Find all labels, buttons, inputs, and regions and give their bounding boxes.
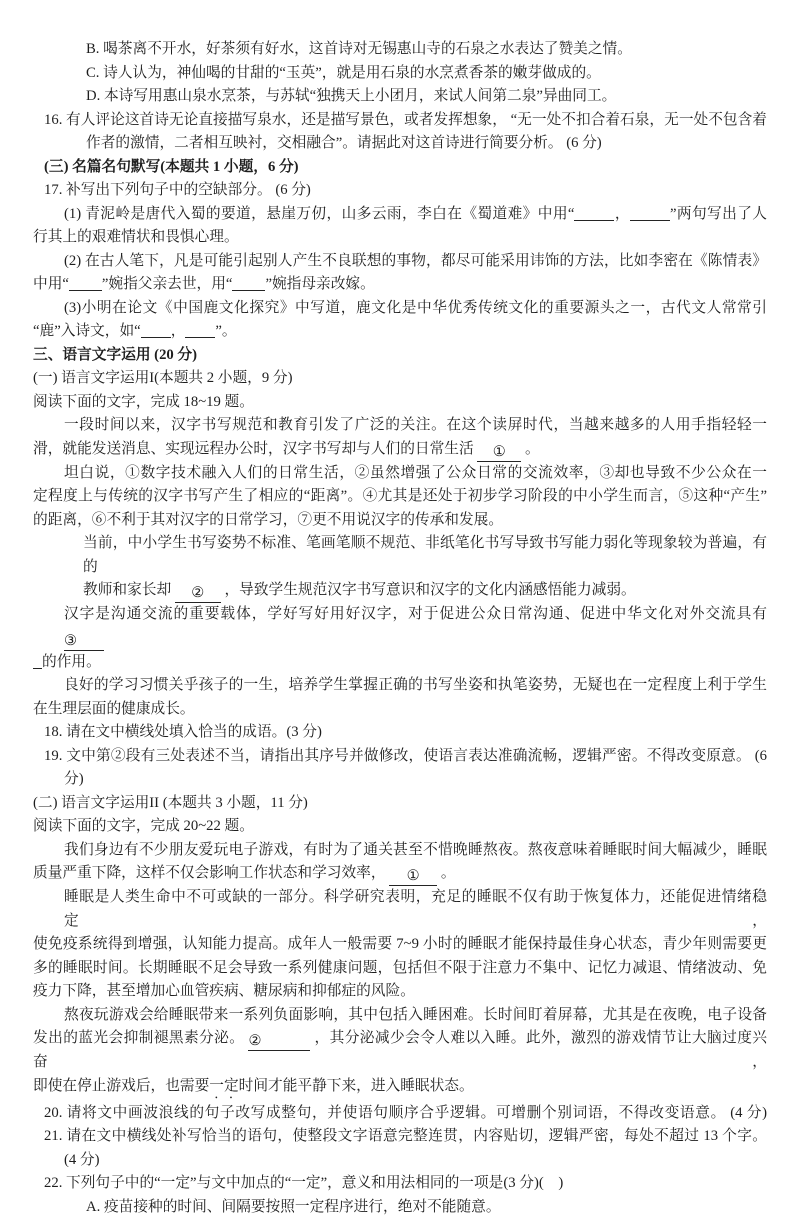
text-run: 即使在停止游戏后，也需要 <box>33 1078 209 1094</box>
text-run: 的作用。 <box>42 654 101 670</box>
text-line <box>33 815 767 839</box>
text-run: (4 分) <box>64 1152 100 1168</box>
text-line <box>33 1196 767 1219</box>
text-line <box>33 651 767 675</box>
text-run: 疫力下降，甚至增加心血管疾病、糖尿病和抑郁症的风险。 <box>33 983 415 999</box>
text-line <box>33 62 767 86</box>
text-run: 三、语言文字运用 (20 分) <box>33 347 197 363</box>
blank-underline <box>232 274 265 291</box>
text-run: 阅读下面的文字，完成 18~19 题。 <box>33 394 254 410</box>
text-run: 阅读下面的文字，完成 20~22 题。 <box>33 818 254 834</box>
text-line <box>33 438 767 462</box>
text-line <box>33 367 767 391</box>
text-line <box>33 745 767 769</box>
text-run: 19. 文中第②段有三处表述不当，请指出其序号并做修改，使语言表达准确流畅，逻辑严密。不得改变原意。 (6 <box>44 748 767 764</box>
text-run: 时间才能平静下来，进入睡眠状态。 <box>239 1078 474 1094</box>
blank-underline <box>33 652 42 669</box>
text-line <box>33 1004 767 1028</box>
blank-underline <box>69 274 102 291</box>
text-line <box>33 579 767 603</box>
text-run: 睡眠是人类生命中不可或缺的一部分。科学研究表明，充足的睡眠不仅有助于恢复体力，还能促进情绪稳定， <box>64 889 767 929</box>
text-run: ”婉指父亲去世，用“ <box>102 276 233 292</box>
text-run: 21. 请在文中横线处补写恰当的语句，使整段文字语意完整连贯，内容贴切，逻辑严密，每处不超过 13 个字。 <box>44 1128 767 1144</box>
blank-underline <box>141 321 171 338</box>
blank-underline: ① <box>477 445 521 462</box>
text-run: ”两句写出了人 <box>670 206 767 222</box>
blank-underline: ② <box>248 1034 310 1051</box>
text-line <box>33 886 767 933</box>
text-run: 质量严重下降，这样不仅会影响工作状态和学习效率， <box>33 865 389 881</box>
text-line <box>33 1102 767 1126</box>
text-run: (三) 名篇名句默写(本题共 1 小题，6 分) <box>44 159 299 175</box>
text-run: 我们身边有不少朋友爱玩电子游戏，有时为了通关甚至不惜晚睡熬夜。熬夜意味着睡眠时间大幅减少，睡眠 <box>64 842 767 858</box>
text-line <box>33 839 767 863</box>
text-line <box>33 38 767 62</box>
blank-underline: ① <box>389 869 437 886</box>
blank-underline <box>630 204 670 221</box>
text-run: ”。 <box>215 323 236 339</box>
text-line <box>33 485 767 509</box>
text-line <box>33 698 767 722</box>
text-run: (二) 语言文字运用II (本题共 3 小题，11 分) <box>33 795 308 811</box>
text-run: ， <box>171 323 186 339</box>
text-line <box>33 1075 767 1102</box>
text-line <box>33 1149 767 1173</box>
blank-underline: ② <box>175 586 221 603</box>
text-line <box>33 250 767 274</box>
text-run: 滑，就能发送消息、实现远程办公时，汉字书写却与人们的日常生活 <box>33 441 477 457</box>
text-run: 20. 请将文中画波浪线的句子改写成整句，并使语句顺序合乎逻辑。可增删个别词语，不得改变语意。 (4 分) <box>44 1105 767 1121</box>
text-run: 教师和家长却 <box>83 582 175 598</box>
text-run: 汉字是沟通交流的重要载体，学好写好用好汉字，对于促进公众日常沟通、促进中华文化对外交流具有 <box>64 606 767 622</box>
text-line <box>33 179 767 203</box>
exam-text-body <box>33 38 767 1219</box>
text-run: 18. 请在文中横线处填入恰当的成语。(3 分) <box>44 724 322 740</box>
text-line <box>33 1172 767 1196</box>
text-run: 分) <box>64 771 84 787</box>
text-line <box>33 320 767 344</box>
text-line <box>33 792 767 816</box>
text-run: 熬夜玩游戏会给睡眠带来一系列负面影响，其中包括入睡困难。长时间盯着屏幕，尤其是在夜晚，电子设备 <box>64 1007 767 1023</box>
text-line <box>33 674 767 698</box>
blank-underline <box>185 321 215 338</box>
text-run: 。 <box>521 441 539 457</box>
text-line <box>33 203 767 227</box>
text-run: (1) 青泥岭是唐代入蜀的要道，悬崖万仞，山多云雨，李白在《蜀道难》中用“ <box>64 206 574 222</box>
text-run: 定程度上与传统的汉字书写产生了相应的“距离”。④尤其是还处于初步学习阶段的中小学生而言，⑤这种“产生” <box>33 488 767 504</box>
text-run: 中用“ <box>33 276 69 292</box>
text-run: 使免疫系统得到增强，认知能力提高。成年人一般需要 7~9 小时的睡眠才能保持最佳身心状态，青少年则需要更 <box>33 936 767 952</box>
text-line <box>33 109 767 133</box>
text-run: 16. 有人评论这首诗无论直接描写泉水，还是描写景色，或者发挥想象， “无一处不扣合着石泉，无一处不包含着 <box>44 112 767 128</box>
text-line <box>33 85 767 109</box>
text-line <box>33 957 767 981</box>
text-line <box>33 768 767 792</box>
text-run: 17. 补写出下列句子中的空缺部分。 (6 分) <box>44 182 311 198</box>
blank-underline <box>574 204 614 221</box>
text-run: 多的睡眠时间。长期睡眠不足会导致一系列健康问题，包括但不限于注意力不集中、记忆力减退、情绪波动、免 <box>33 960 767 976</box>
text-run: 良好的学习习惯关乎孩子的一生，培养学生掌握正确的书写坐姿和执笔姿势，无疑也在一定程度上利于学生 <box>64 677 767 693</box>
text-run: “鹿”入诗文，如“ <box>33 323 141 339</box>
text-line <box>33 721 767 745</box>
text-line <box>33 933 767 957</box>
text-run: 22. 下列句子中的“一定”与文中加点的“一定”，意义和用法相同的一项是(3 分)( ) <box>44 1175 563 1191</box>
text-run: ，导致学生规范汉字书写意识和汉字的文化内涵感悟能力减弱。 <box>221 582 636 598</box>
text-line <box>33 532 767 579</box>
text-line <box>33 297 767 321</box>
text-line <box>33 980 767 1004</box>
text-line <box>33 273 767 297</box>
text-run: 。 <box>437 865 455 881</box>
text-run: ， <box>614 206 629 222</box>
text-run: 坦白说，①数字技术融入人们的日常生活，②虽然增强了公众日常的交流效率，③却也导致不少公众在一 <box>64 465 767 481</box>
text-line <box>33 1125 767 1149</box>
text-line <box>33 156 767 180</box>
text-line <box>33 1027 767 1075</box>
text-line <box>33 391 767 415</box>
text-run: 作者的激情，二者相互映衬，交相融合”。请据此对这首诗进行简要分析。 (6 分) <box>86 135 602 151</box>
text-run: C. 诗人认为，神仙喝的甘甜的“玉英”，就是用石泉的水烹煮香茶的嫩芽做成的。 <box>86 65 601 81</box>
text-run: 一段时间以来，汉字书写规范和教育引发了广泛的关注。在这个读屏时代，当越来越多的人用手指轻轻一 <box>64 417 767 433</box>
text-line <box>33 226 767 250</box>
text-run: (一) 语言文字运用I(本题共 2 小题，9 分) <box>33 370 292 386</box>
text-run: ，其分泌减少会令人难以入睡。此外，激烈的游戏情节让大脑过度兴奋， <box>33 1030 767 1070</box>
text-line <box>33 132 767 156</box>
text-run: D. 本诗写用惠山泉水烹茶，与苏轼“独携天上小团月，来试人间第二泉”异曲同工。 <box>86 88 616 104</box>
text-line <box>33 462 767 486</box>
text-run: (3)小明在论文《中国鹿文化探究》中写道，鹿文化是中华优秀传统文化的重要源头之一，古代文人常常引 <box>64 300 767 316</box>
text-run: (2) 在古人笔下，凡是可能引起别人产生不良联想的事物，都尽可能采用讳饰的方法，比如李密在《陈情表》 <box>64 253 767 269</box>
text-run: 发出的蓝光会抑制褪黑素分泌。 <box>33 1030 248 1046</box>
text-run: 在生理层面的健康成长。 <box>33 701 195 717</box>
text-run: B. 喝茶离不开水，好茶须有好水，这首诗对无锡惠山寺的石泉之水表达了赞美之情。 <box>86 41 632 57</box>
text-run: A. 疫苗接种的时间、间隔要按照一定程序进行，绝对不能随意。 <box>86 1199 501 1215</box>
text-line <box>33 509 767 533</box>
text-run: ”婉指母亲改嫁。 <box>265 276 374 292</box>
text-run: 行其上的艰难情状和畏惧心理。 <box>33 229 239 245</box>
text-line <box>33 862 767 886</box>
text-line <box>33 414 767 438</box>
text-run: 的距离，⑥不利于其对汉字的日常学习，⑦更不用说汉字的传承和发展。 <box>33 512 503 528</box>
text-line <box>33 344 767 368</box>
text-line <box>33 603 767 651</box>
blank-underline: ③ <box>64 634 104 651</box>
emphasized-word: 一定 <box>209 1078 238 1094</box>
text-run: 当前，中小学生书写姿势不标准、笔画笔顺不规范、非纸笔化书写导致书写能力弱化等现象较为普遍，有的 <box>83 535 767 575</box>
